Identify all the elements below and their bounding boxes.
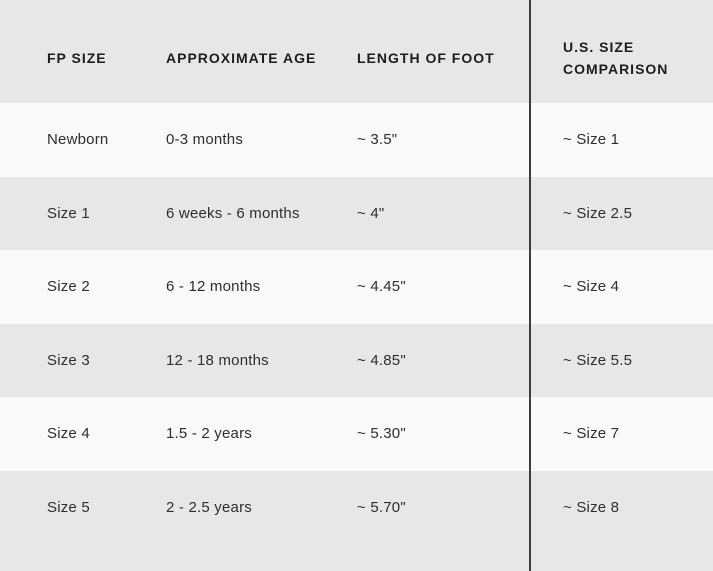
cell-approximate-age: 1.5 - 2 years [166,425,252,443]
table-row [0,324,713,398]
cell-length-of-foot: ~ 4.45" [357,278,406,296]
header-cell-us-size-comparison [529,36,713,80]
cell-length-of-foot: ~ 3.5" [357,131,398,149]
table-row [0,397,713,471]
cell-fp-size: Size 4 [47,425,90,443]
cell-length-of-foot: ~ 5.70" [357,498,406,516]
header-cell-approximate-age: APPROXIMATE AGE [166,50,317,66]
cell-length-of-foot: ~ 4" [357,204,385,222]
cell-approximate-age: 2 - 2.5 years [166,498,252,516]
table-row [0,250,713,324]
cell-approximate-age: 6 weeks - 6 months [166,204,300,222]
cell-us-size-comparison: ~ Size 4 [563,278,620,296]
cell-fp-size: Size 5 [47,498,90,516]
cell-length-of-foot: ~ 4.85" [357,351,406,369]
cell-fp-size: Size 3 [47,351,90,369]
cell-fp-size: Size 2 [47,278,90,296]
cell-length-of-foot: ~ 5.30" [357,425,406,443]
table-row [0,103,713,177]
cell-fp-size: Size 1 [47,204,90,222]
table-row [0,177,713,251]
header-cell-length-of-foot: LENGTH OF FOOT [357,50,495,66]
cell-us-size-comparison: ~ Size 1 [563,131,620,149]
column-divider-line [529,0,531,571]
cell-fp-size: Newborn [47,131,109,149]
cell-approximate-age: 12 - 18 months [166,351,269,369]
header-label-us-size-comparison: U.S. SIZE COMPARISON [563,39,669,77]
cell-us-size-comparison: ~ Size 8 [563,498,620,516]
header-row [0,0,713,103]
cell-approximate-age: 6 - 12 months [166,278,261,296]
bottom-filler [0,544,713,571]
table-row [0,471,713,545]
header-cell-fp-size: FP SIZE [47,50,107,66]
cell-us-size-comparison: ~ Size 2.5 [563,204,633,222]
cell-us-size-comparison: ~ Size 7 [563,425,620,443]
cell-us-size-comparison: ~ Size 5.5 [563,351,633,369]
cell-approximate-age: 0-3 months [166,131,244,149]
